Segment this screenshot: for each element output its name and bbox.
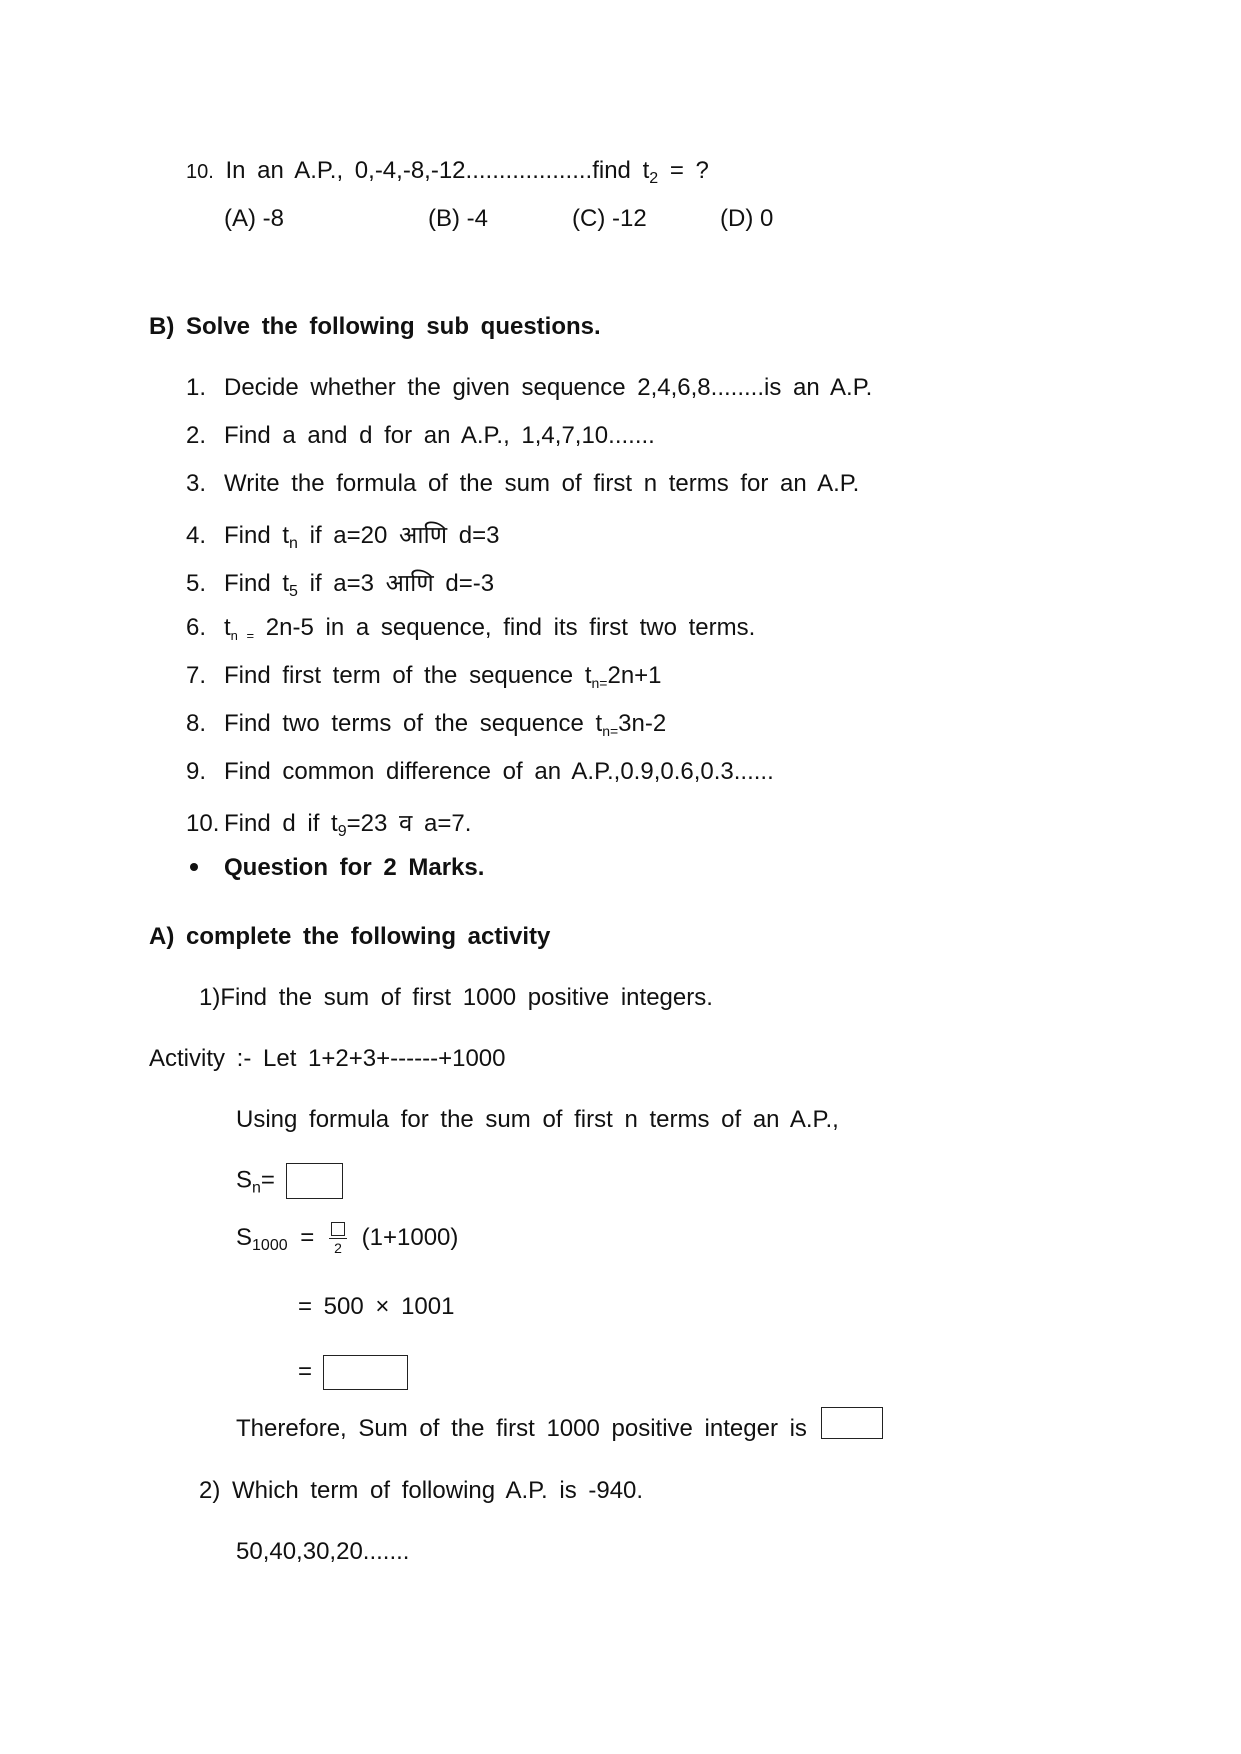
ap-sequence: 50,40,30,20....... — [236, 1538, 410, 1565]
list-item: 6. $t_{n =}$ 2n-5 in a sequence, find its first two terms. — [186, 614, 756, 643]
result-answer-box[interactable] — [323, 1355, 408, 1390]
two-marks-label: Question for 2 Marks. — [190, 854, 484, 882]
activity-question-1: 1)Find the sum of first 1000 positive integers. — [199, 984, 713, 1011]
list-item: 10. Find d if $t_9=23$ व a=7. — [186, 810, 472, 840]
sn-line: $S_n=$ — [236, 1163, 343, 1199]
section-b-heading: B) Solve the following sub questions. — [149, 313, 601, 340]
bullet-icon — [190, 863, 198, 871]
fraction-numerator-box[interactable] — [331, 1222, 345, 1236]
therefore-line: Therefore, Sum of the first 1000 positive integer is — [236, 1415, 883, 1447]
formula-line: Using formula for the sum of first n terms of an A.P., — [236, 1106, 839, 1133]
fraction-denominator: 2 — [334, 1240, 342, 1256]
list-item: 5. Find $t_5$ if a=3 आणि d=-3 — [186, 570, 495, 600]
list-item: 3. Write the formula of the sum of first n terms for an A.P. — [186, 470, 860, 497]
list-item: 9. Find common difference of an A.P.,0.9,0.6,0.3...... — [186, 758, 774, 785]
list-item: 4. Find $t_n$ if a=20 आणि d=3 — [186, 522, 500, 552]
sum-answer-box[interactable] — [821, 1407, 883, 1439]
mcq-10-option-a: (A) -8 — [224, 205, 284, 232]
list-item: 7. Find first term of the sequence $t_{n=}2n+1$ — [186, 662, 662, 691]
list-item: 1. Decide whether the given sequence 2,4,6,8........is an A.P. — [186, 374, 873, 401]
fraction-bar — [329, 1238, 347, 1239]
mcq-10-option-b: (B) -4 — [428, 205, 488, 232]
s1000-line: $S_{1000}$ = 2 (1+1000) — [236, 1223, 459, 1256]
sn-answer-box[interactable] — [286, 1163, 343, 1199]
mcq-10-question — [186, 157, 709, 185]
mcq-10-number: 10. — [186, 161, 214, 183]
step-multiply: = 500 × 1001 — [298, 1293, 455, 1320]
activity-intro: Activity :- Let 1+2+3+------+1000 — [149, 1045, 506, 1072]
step-result-line: = — [298, 1355, 408, 1390]
list-item: 2. Find a and d for an A.P., 1,4,7,10....... — [186, 422, 655, 449]
mcq-10-option-d: (D) 0 — [720, 205, 774, 232]
activity-question-2: 2) Which term of following A.P. is -940. — [199, 1477, 644, 1504]
fraction — [329, 1222, 347, 1255]
mcq-10-option-c: (C) -12 — [572, 205, 647, 232]
mcq-10-text: In an A.P., 0,-4,-8,-12...................find $t_2$ = ? — [225, 157, 709, 187]
section-a-heading: A) complete the following activity — [149, 923, 551, 950]
list-item: 8. Find two terms of the sequence $t_{n=}3n-2$ — [186, 710, 667, 739]
